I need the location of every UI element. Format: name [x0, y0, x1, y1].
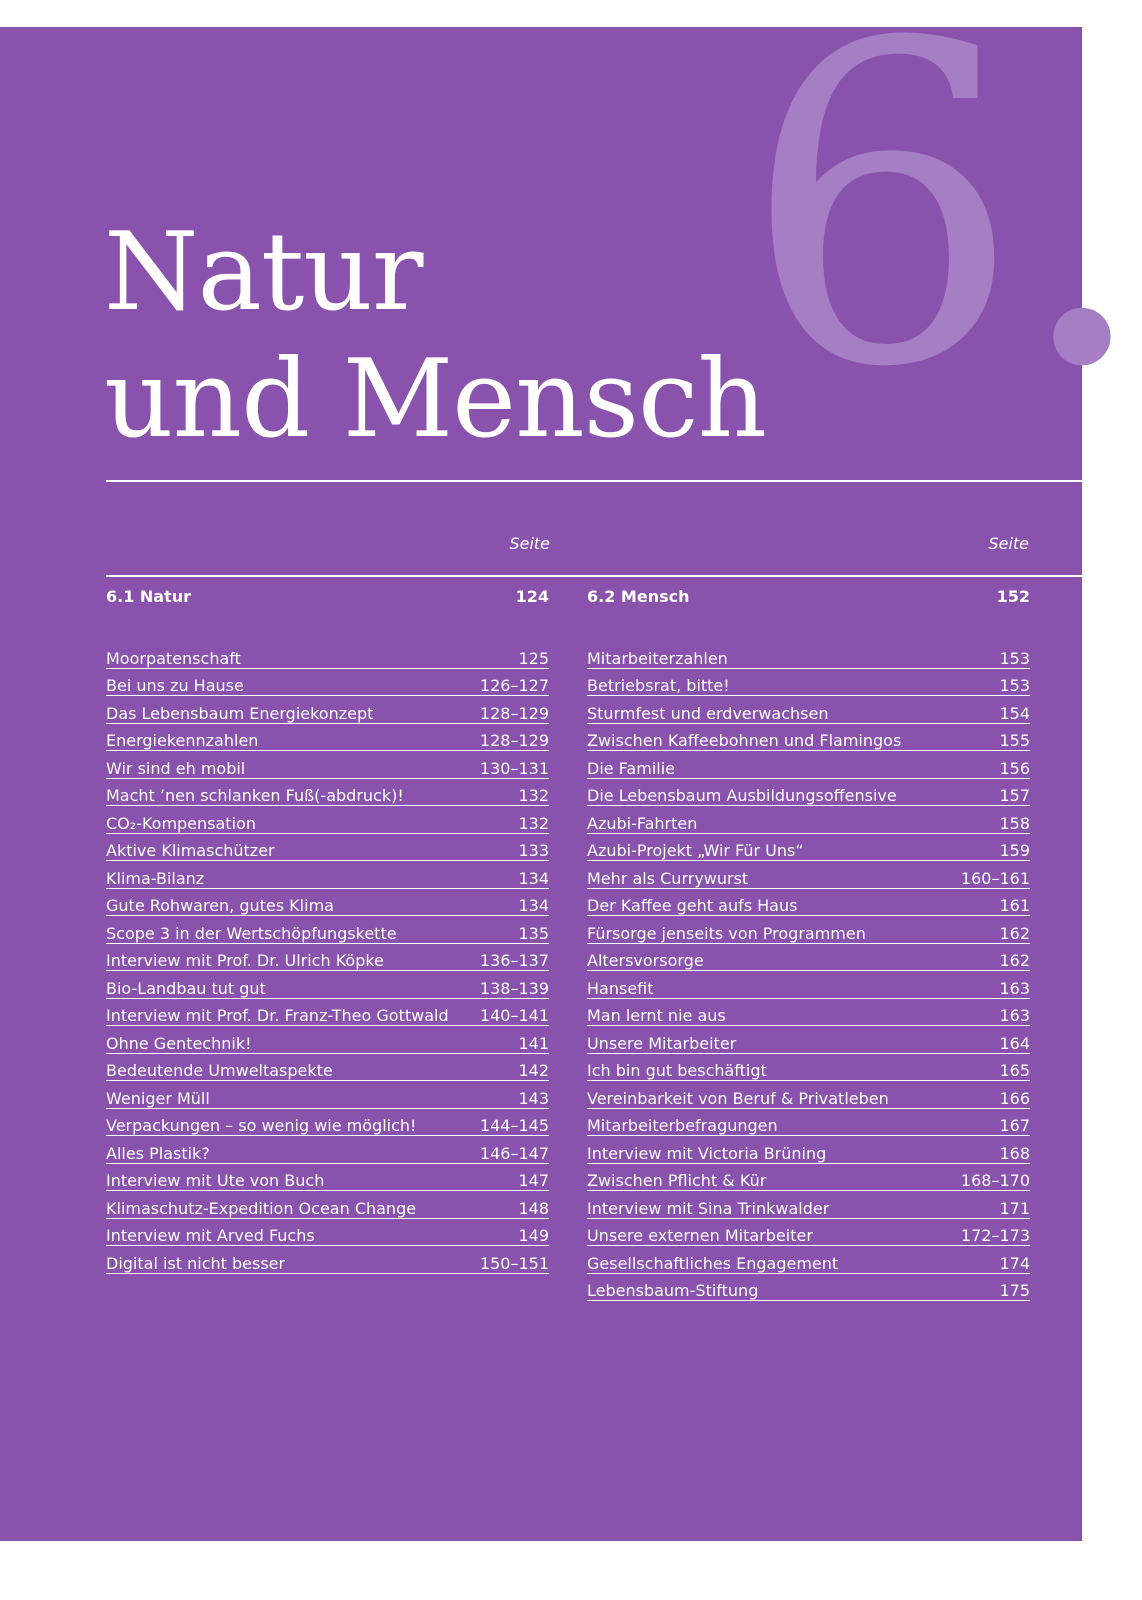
toc-entry[interactable]	[587, 861, 1030, 889]
toc-entry-label: Bei uns zu Hause	[106, 676, 244, 695]
toc-entry-page: 149	[518, 1226, 549, 1245]
toc-entry-page: 144–145	[479, 1116, 549, 1135]
toc-entry[interactable]	[587, 696, 1030, 724]
toc-entry-label: Mehr als Currywurst	[587, 868, 749, 888]
toc-entry-label: Gute Rohwaren, gutes Klima	[106, 896, 334, 915]
toc-entry-label: Interview mit Prof. Dr. Ulrich Köpke	[106, 951, 384, 970]
toc-entry[interactable]	[587, 834, 1030, 862]
toc-entry-page: 163	[999, 1006, 1030, 1025]
toc-entry-label: Azubi-Fahrten	[587, 813, 698, 833]
toc-entry[interactable]	[587, 971, 1030, 999]
toc-entry[interactable]	[106, 1164, 549, 1192]
toc-entry-label: Verpackungen – so wenig wie möglich!	[106, 1116, 417, 1135]
toc-entry-label: Weniger Müll	[106, 1088, 210, 1108]
toc-entry-label: Betriebsrat, bitte!	[587, 676, 730, 695]
toc-entry-page: 161	[999, 896, 1030, 915]
toc-entry-page: 126–127	[479, 676, 549, 695]
section-page: 152	[996, 587, 1030, 606]
toc-entry-label: Interview mit Prof. Dr. Franz-Theo Gottwald	[106, 1006, 449, 1025]
toc-entry[interactable]	[106, 1191, 549, 1219]
toc-entry-page: 148	[518, 1198, 549, 1218]
section-heading[interactable]	[106, 587, 549, 611]
toc-entry-page: 125	[518, 648, 549, 668]
toc-entry-page: 167	[999, 1116, 1030, 1135]
toc-entry[interactable]	[587, 641, 1030, 669]
toc-entry[interactable]	[106, 641, 549, 669]
toc-entry-page: 168–170	[960, 1171, 1030, 1190]
toc-entry-page: 159	[999, 841, 1030, 860]
toc-entry[interactable]	[106, 834, 549, 862]
toc-entry-page: 157	[999, 786, 1030, 805]
toc-entry-page: 153	[999, 676, 1030, 695]
toc-entry[interactable]	[106, 1246, 549, 1274]
toc-entry-label: Interview mit Victoria Brüning	[587, 1143, 827, 1163]
toc-entry-label: Unsere externen Mitarbeiter	[587, 1226, 813, 1245]
toc-entry[interactable]	[587, 1136, 1030, 1164]
toc-entry-page: 147	[518, 1171, 549, 1190]
toc-entry-label: Macht ’nen schlanken Fuß(-abdruck)!	[106, 786, 404, 805]
toc-entry-label: Lebensbaum-Stiftung	[587, 1281, 759, 1300]
toc-entry-page: 128–129	[479, 703, 549, 723]
toc-entry-page: 158	[999, 813, 1030, 833]
toc-entry[interactable]	[587, 779, 1030, 807]
seite-label-left: Seite	[509, 534, 550, 553]
toc-entry-label: Vereinbarkeit von Beruf & Privatleben	[587, 1088, 889, 1108]
toc-entry-page: 146–147	[479, 1143, 549, 1163]
toc-entry[interactable]	[106, 1026, 549, 1054]
toc-entry-label: Energiekennzahlen	[106, 731, 259, 750]
toc-entry-page: 175	[999, 1281, 1030, 1300]
toc-entry-label: Altersvorsorge	[587, 951, 704, 970]
toc-entry-label: Ich bin gut beschäftigt	[587, 1061, 767, 1080]
toc-entry-page: 165	[999, 1061, 1030, 1080]
toc-entry-label: Unsere Mitarbeiter	[587, 1033, 737, 1053]
toc-entry[interactable]	[106, 696, 549, 724]
toc-entry-label: Die Lebensbaum Ausbildungsoffensive	[587, 786, 897, 805]
toc-natur	[106, 587, 549, 1274]
toc-entry-page: 140–141	[479, 1006, 549, 1025]
section-title: 6.2 Mensch	[587, 587, 690, 606]
toc-entry[interactable]	[587, 751, 1030, 779]
toc-entry-label: Ohne Gentechnik!	[106, 1033, 252, 1053]
toc-entry[interactable]	[587, 1164, 1030, 1192]
toc-entry[interactable]	[587, 724, 1030, 752]
toc-entry[interactable]	[106, 889, 549, 917]
toc-list	[106, 641, 549, 1274]
toc-entry[interactable]	[587, 944, 1030, 972]
toc-entry-page: 154	[999, 703, 1030, 723]
toc-entry-page: 171	[999, 1198, 1030, 1218]
toc-entry-page: 134	[518, 896, 549, 915]
toc-entry[interactable]	[587, 1274, 1030, 1302]
toc-entry-page: 164	[999, 1033, 1030, 1053]
toc-entry-label: Mitarbeiterbefragungen	[587, 1116, 778, 1135]
toc-entry-label: Sturmfest und erdverwachsen	[587, 703, 829, 723]
toc-entry[interactable]	[587, 889, 1030, 917]
toc-entry-page: 132	[518, 813, 549, 833]
toc-entry-page: 172–173	[960, 1226, 1030, 1245]
toc-entry-page: 156	[999, 758, 1030, 778]
toc-entry-label: CO₂-Kompensation	[106, 813, 256, 833]
toc-entry[interactable]	[106, 806, 549, 834]
chapter-title	[104, 209, 766, 463]
toc-entry[interactable]	[587, 1081, 1030, 1109]
toc-entry-page: 162	[999, 951, 1030, 970]
toc-entry[interactable]	[587, 669, 1030, 697]
section-title: 6.1 Natur	[106, 587, 192, 606]
toc-entry-label: Mitarbeiterzahlen	[587, 648, 728, 668]
toc-entry-label: Alles Plastik?	[106, 1143, 210, 1163]
title-line-2: und Mensch	[104, 337, 767, 462]
toc-entry[interactable]	[587, 1219, 1030, 1247]
toc-entry-label: Interview mit Sina Trinkwalder	[587, 1198, 830, 1218]
toc-entry-page: 136–137	[479, 951, 549, 970]
toc-entry-label: Aktive Klimaschützer	[106, 841, 275, 860]
toc-entry-page: 135	[518, 923, 549, 943]
toc-entry[interactable]	[587, 1054, 1030, 1082]
toc-entry-label: Digital ist nicht besser	[106, 1253, 286, 1273]
toc-entry-label: Klima-Bilanz	[106, 868, 205, 888]
toc-entry-label: Das Lebensbaum Energiekonzept	[106, 703, 374, 723]
toc-entry-label: Bedeutende Umweltaspekte	[106, 1061, 333, 1080]
toc-entry-page: 130–131	[479, 758, 549, 778]
toc-entry-label: Interview mit Arved Fuchs	[106, 1226, 315, 1245]
toc-entry-label: Bio-Landbau tut gut	[106, 978, 266, 998]
toc-entry[interactable]	[106, 1054, 549, 1082]
toc-entry[interactable]	[106, 1136, 549, 1164]
toc-entry-label: Fürsorge jenseits von Programmen	[587, 923, 866, 943]
toc-entry[interactable]	[106, 971, 549, 999]
toc-entry-page: 143	[518, 1088, 549, 1108]
toc-entry-label: Der Kaffee geht aufs Haus	[587, 896, 798, 915]
toc-entry-label: Man lernt nie aus	[587, 1006, 726, 1025]
title-line-1: Natur	[104, 210, 423, 335]
toc-entry-page: 141	[518, 1033, 549, 1053]
toc-entry[interactable]	[106, 779, 549, 807]
toc-entry-label: Die Familie	[587, 758, 675, 778]
toc-entry-label: Azubi-Projekt „Wir Für Uns“	[587, 841, 804, 860]
toc-entry[interactable]	[587, 999, 1030, 1027]
section-heading[interactable]	[587, 587, 1030, 611]
toc-entry-page: 168	[999, 1143, 1030, 1163]
toc-entry-label: Wir sind eh mobil	[106, 758, 246, 778]
title-divider	[106, 480, 1082, 482]
section-page: 124	[515, 587, 549, 606]
toc-entry-page: 150–151	[479, 1253, 549, 1273]
toc-mensch	[587, 587, 1030, 1301]
toc-entry-page: 174	[999, 1253, 1030, 1273]
toc-entry[interactable]	[106, 669, 549, 697]
toc-entry-page: 160–161	[960, 868, 1030, 888]
toc-entry[interactable]	[106, 751, 549, 779]
header-divider	[106, 575, 1082, 577]
toc-entry-page: 163	[999, 978, 1030, 998]
toc-entry[interactable]	[106, 1109, 549, 1137]
toc-entry-page: 142	[518, 1061, 549, 1080]
toc-entry-page: 153	[999, 648, 1030, 668]
toc-entry-label: Moorpatenschaft	[106, 648, 241, 668]
toc-entry-page: 132	[518, 786, 549, 805]
toc-entry-page: 138–139	[479, 978, 549, 998]
chapter-number: 6.	[742, 0, 1142, 463]
toc-entry[interactable]	[587, 1026, 1030, 1054]
toc-entry-label: Hansefit	[587, 978, 654, 998]
toc-entry-page: 162	[999, 923, 1030, 943]
toc-entry[interactable]	[106, 724, 549, 752]
toc-entry[interactable]	[587, 1246, 1030, 1274]
toc-entry-page: 133	[518, 841, 549, 860]
toc-entry[interactable]	[587, 916, 1030, 944]
toc-entry[interactable]	[106, 999, 549, 1027]
toc-entry-label: Klimaschutz-Expedition Ocean Change	[106, 1198, 417, 1218]
toc-entry[interactable]	[587, 1109, 1030, 1137]
toc-entry[interactable]	[106, 1219, 549, 1247]
toc-entry-page: 128–129	[479, 731, 549, 750]
toc-entry-label: Scope 3 in der Wertschöpfungskette	[106, 923, 397, 943]
toc-entry-page: 134	[518, 868, 549, 888]
toc-entry-page: 166	[999, 1088, 1030, 1108]
toc-entry-label: Interview mit Ute von Buch	[106, 1171, 325, 1190]
toc-entry-label: Gesellschaftliches Engagement	[587, 1253, 839, 1273]
toc-entry[interactable]	[587, 806, 1030, 834]
toc-entry[interactable]	[587, 1191, 1030, 1219]
toc-entry[interactable]	[106, 1081, 549, 1109]
toc-entry[interactable]	[106, 916, 549, 944]
toc-entry[interactable]	[106, 944, 549, 972]
toc-entry[interactable]	[106, 861, 549, 889]
toc-entry-page: 155	[999, 731, 1030, 750]
toc-entry-label: Zwischen Kaffeebohnen und Flamingos	[587, 731, 902, 750]
toc-list	[587, 641, 1030, 1301]
seite-label-right: Seite	[988, 534, 1029, 553]
toc-entry-label: Zwischen Pflicht & Kür	[587, 1171, 767, 1190]
